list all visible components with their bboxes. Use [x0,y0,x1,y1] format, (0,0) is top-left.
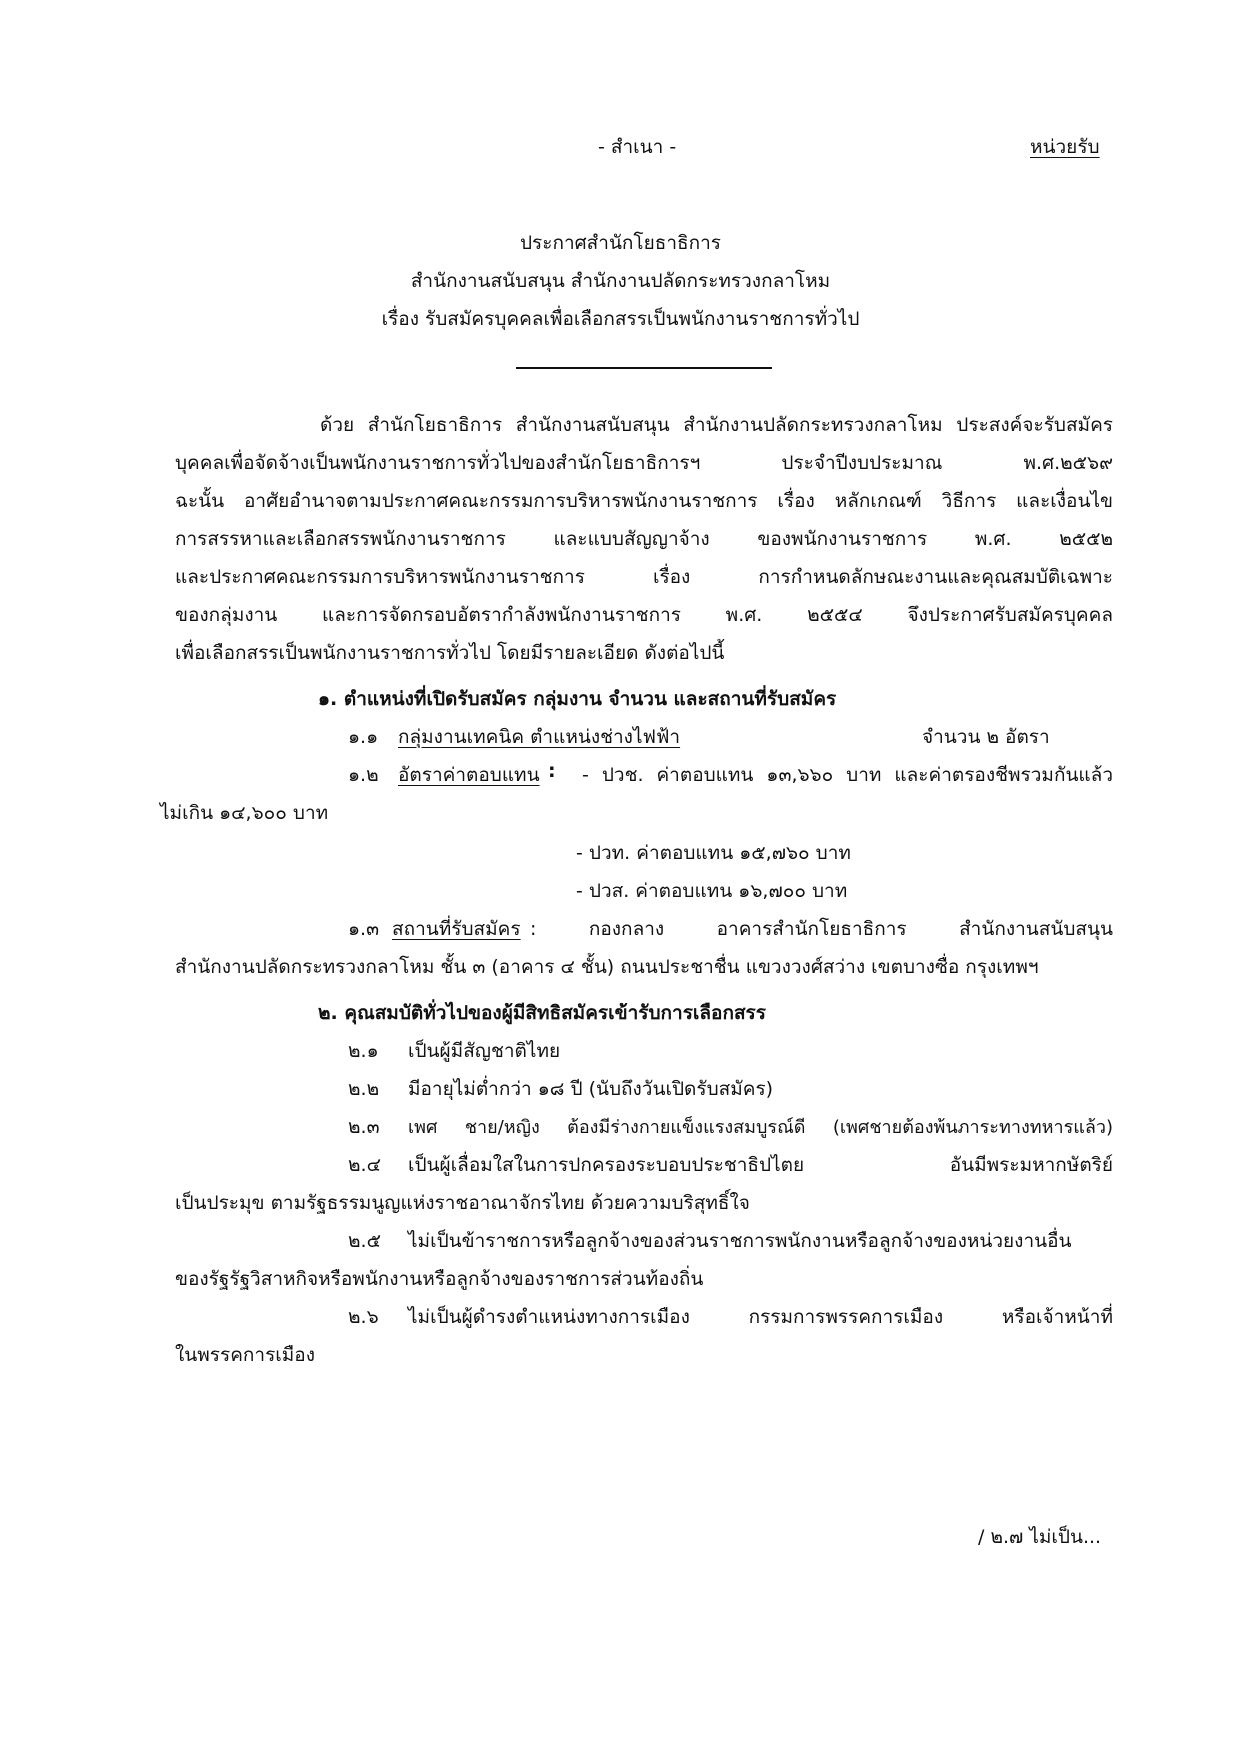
intro-line-2: บุคคลเพื่อจัดจ้างเป็นพนักงานราชการทั่วไปของสำนักโยธาธิการฯ ประจำปีงบประมาณ พ.ศ.๒๕๖๙ [175,452,1113,474]
item-2-6-text: ไม่เป็นผู้ดำรงตำแหน่งทางการเมือง กรรมการพรรคการเมือง หรือเจ้าหน้าที่ [408,1306,1113,1328]
item-1-2-rate-high-vocational: - ปวส. ค่าตอบแทน ๑๖,๗๐๐ บาท [576,880,848,902]
intro-line-3: ฉะนั้น อาศัยอำนาจตามประกาศคณะกรรมการบริหารพนักงานราชการ เรื่อง หลักเกณฑ์ วิธีการ และเงื่อนไข [175,490,1113,512]
announcement-agency: สำนักงานสนับสนุน สำนักงานปลัดกระทรวงกลาโหม [410,270,831,292]
item-1-2-rate-vocational-cont: ไม่เกิน ๑๔,๖๐๐ บาท [160,802,329,824]
intro-line-5: และประกาศคณะกรรมการบริหารพนักงานราชการ เรื่อง การกำหนดลักษณะงานและคุณสมบัติเฉพาะ [175,566,1113,588]
item-2-3-number: ๒.๓ [348,1116,380,1138]
item-2-5-text: ไม่เป็นข้าราชการหรือลูกจ้างของส่วนราชการพนักงานหรือลูกจ้างของหน่วยงานอื่น [408,1230,1072,1252]
item-2-1-text: เป็นผู้มีสัญชาติไทย [408,1040,561,1062]
item-1-2-colon: : [548,760,556,782]
item-2-1-number: ๒.๑ [348,1040,379,1062]
item-1-3-location-cont: สำนักงานปลัดกระทรวงกลาโหม ชั้น ๓ (อาคาร ๔ ชั้น) ถนนประชาชื่น แขวงวงศ์สว่าง เขตบางซื่อ กรุงเทพฯ [175,956,1039,978]
item-2-4-number: ๒.๔ [348,1154,381,1176]
item-1-1-quota: จำนวน ๒ อัตรา [922,726,1050,748]
title-divider [516,367,772,369]
item-1-3-location: : กองกลาง อาคารสำนักโยธาธิการ สำนักงานสนับสนุน [530,918,1113,940]
intro-line-4: การสรรหาและเลือกสรรพนักงานราชการ และแบบสัญญาจ้าง ของพนักงานราชการ พ.ศ. ๒๕๕๒ [175,528,1113,550]
announcement-title: ประกาศสำนักโยธาธิการ [519,232,722,254]
announcement-subject: เรื่อง รับสมัครบุคคลเพื่อเลือกสรรเป็นพนักงานราชการทั่วไป [381,308,860,330]
item-1-3-number: ๑.๓ [348,918,380,940]
item-1-2-label: อัตราค่าตอบแทน [398,764,540,786]
item-1-2-rate-technical: - ปวท. ค่าตอบแทน ๑๕,๗๖๐ บาท [576,842,851,864]
item-2-5-cont: ของรัฐรัฐวิสาหกิจหรือพนักงานหรือลูกจ้างของราชการส่วนท้องถิ่น [175,1268,704,1290]
item-2-2-number: ๒.๒ [348,1078,380,1100]
page-continuation: / ๒.๗ ไม่เป็น... [978,1526,1102,1548]
item-1-2-number: ๑.๒ [348,764,379,786]
intro-line-7: เพื่อเลือกสรรเป็นพนักงานราชการทั่วไป โดยมีรายละเอียด ดังต่อไปนี้ [175,642,725,664]
intro-line-6: ของกลุ่มงาน และการจัดกรอบอัตรากำลังพนักงานราชการ พ.ศ. ๒๕๕๔ จึงประกาศรับสมัครบุคคล [175,604,1113,626]
section-2-heading: ๒. คุณสมบัติทั่วไปของผู้มีสิทธิสมัครเข้ารับการเลือกสรร [318,1002,766,1024]
item-2-2-text: มีอายุไม่ต่ำกว่า ๑๘ ปี (นับถึงวันเปิดรับสมัคร) [408,1078,774,1100]
item-1-3-label: สถานที่รับสมัคร [392,918,521,940]
item-2-4-cont: เป็นประมุข ตามรัฐธรรมนูญแห่งราชอาณาจักรไทย ด้วยความบริสุทธิ์ใจ [175,1192,750,1214]
item-2-5-number: ๒.๕ [348,1230,381,1252]
copy-mark: - สำเนา - [598,136,677,158]
receiving-unit-label: หน่วยรับ [1030,136,1100,158]
item-1-1-number: ๑.๑ [348,726,379,748]
item-2-3-text: เพศ ชาย/หญิง ต้องมีร่างกายแข็งแรงสมบูรณ์ดี (เพศชายต้องพ้นภาระทางทหารแล้ว) [408,1117,1113,1138]
section-1-heading: ๑. ตำแหน่งที่เปิดรับสมัคร กลุ่มงาน จำนวน และสถานที่รับสมัคร [318,688,837,710]
item-1-2-rate-vocational: - ปวช. ค่าตอบแทน ๑๓,๖๖๐ บาท และค่าตรองชีพรวมกันแล้ว [582,764,1113,786]
item-2-6-number: ๒.๖ [348,1306,379,1328]
item-2-6-cont: ในพรรคการเมือง [175,1344,315,1366]
item-2-4-text: เป็นผู้เลื่อมใสในการปกครองระบอบประชาธิปไตย อันมีพระมหากษัตริย์ [408,1154,1113,1176]
intro-line-1: ด้วย สำนักโยธาธิการ สำนักงานสนับสนุน สำนักงานปลัดกระทรวงกลาโหม ประสงค์จะรับสมัคร [320,414,1113,436]
item-1-1-position: กลุ่มงานเทคนิค ตำแหน่งช่างไฟฟ้า [398,726,681,748]
